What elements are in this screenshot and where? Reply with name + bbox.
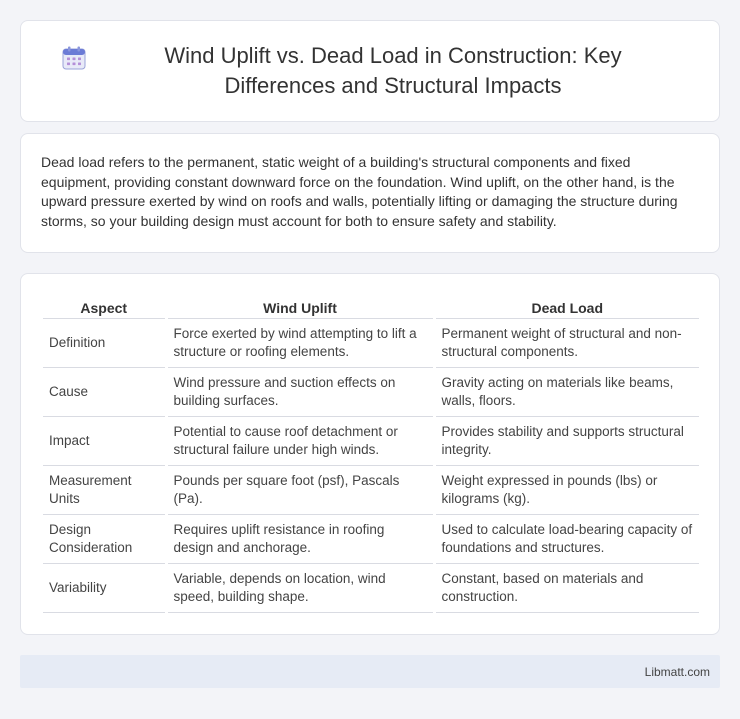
row-dead-load: Provides stability and supports structural integrity. — [434, 416, 699, 465]
row-wind-uplift: Pounds per square foot (psf), Pascals (Pa). — [166, 465, 434, 514]
header-wind-uplift: Wind Uplift — [166, 294, 434, 318]
title-card — [20, 20, 720, 122]
row-dead-load: Used to calculate load-bearing capacity of foundations and structures. — [434, 514, 699, 563]
intro-card — [20, 133, 720, 253]
comparison-table — [43, 294, 699, 613]
table-row — [43, 416, 699, 465]
table-row — [43, 514, 699, 563]
table-row — [43, 367, 699, 416]
row-wind-uplift: Requires uplift resistance in roofing design and anchorage. — [166, 514, 434, 563]
title-wrap — [21, 41, 719, 101]
row-wind-uplift: Potential to cause roof detachment or structural failure under high winds. — [166, 416, 434, 465]
intro-paragraph: Dead load refers to the permanent, static weight of a building's structural components and fixed equipment, providing constant downward force on the foundation. Wind uplift, on the other hand, is the upward pressure exerted by wind on roofs and walls, potentially lifting or damaging the structure during storms, so your building design must account for both to ensure safety and stability. — [41, 154, 678, 229]
comparison-card — [20, 273, 720, 635]
table-header-row — [43, 294, 699, 318]
row-aspect: Design Consideration — [43, 514, 166, 563]
row-aspect: Impact — [43, 416, 166, 465]
row-dead-load: Gravity acting on materials like beams, walls, floors. — [434, 367, 699, 416]
row-wind-uplift: Variable, depends on location, wind speed, building shape. — [166, 563, 434, 612]
table-row — [43, 465, 699, 514]
row-dead-load: Permanent weight of structural and non-structural components. — [434, 318, 699, 367]
row-dead-load: Weight expressed in pounds (lbs) or kilograms (kg). — [434, 465, 699, 514]
row-dead-load: Constant, based on materials and construction. — [434, 563, 699, 612]
table-row — [43, 318, 699, 367]
header-dead-load: Dead Load — [434, 294, 699, 318]
row-wind-uplift: Wind pressure and suction effects on building surfaces. — [166, 367, 434, 416]
row-wind-uplift: Force exerted by wind attempting to lift a structure or roofing elements. — [166, 318, 434, 367]
footer — [20, 655, 720, 688]
header-aspect: Aspect — [43, 294, 166, 318]
page-title: Wind Uplift vs. Dead Load in Construction: Key Differences and Structural Impacts — [164, 43, 622, 98]
footer-brand-link[interactable]: Libmatt.com — [644, 664, 710, 679]
calendar-icon — [61, 45, 87, 71]
row-aspect: Definition — [43, 318, 166, 367]
row-aspect: Measurement Units — [43, 465, 166, 514]
row-aspect: Cause — [43, 367, 166, 416]
row-aspect: Variability — [43, 563, 166, 612]
table-row — [43, 563, 699, 612]
